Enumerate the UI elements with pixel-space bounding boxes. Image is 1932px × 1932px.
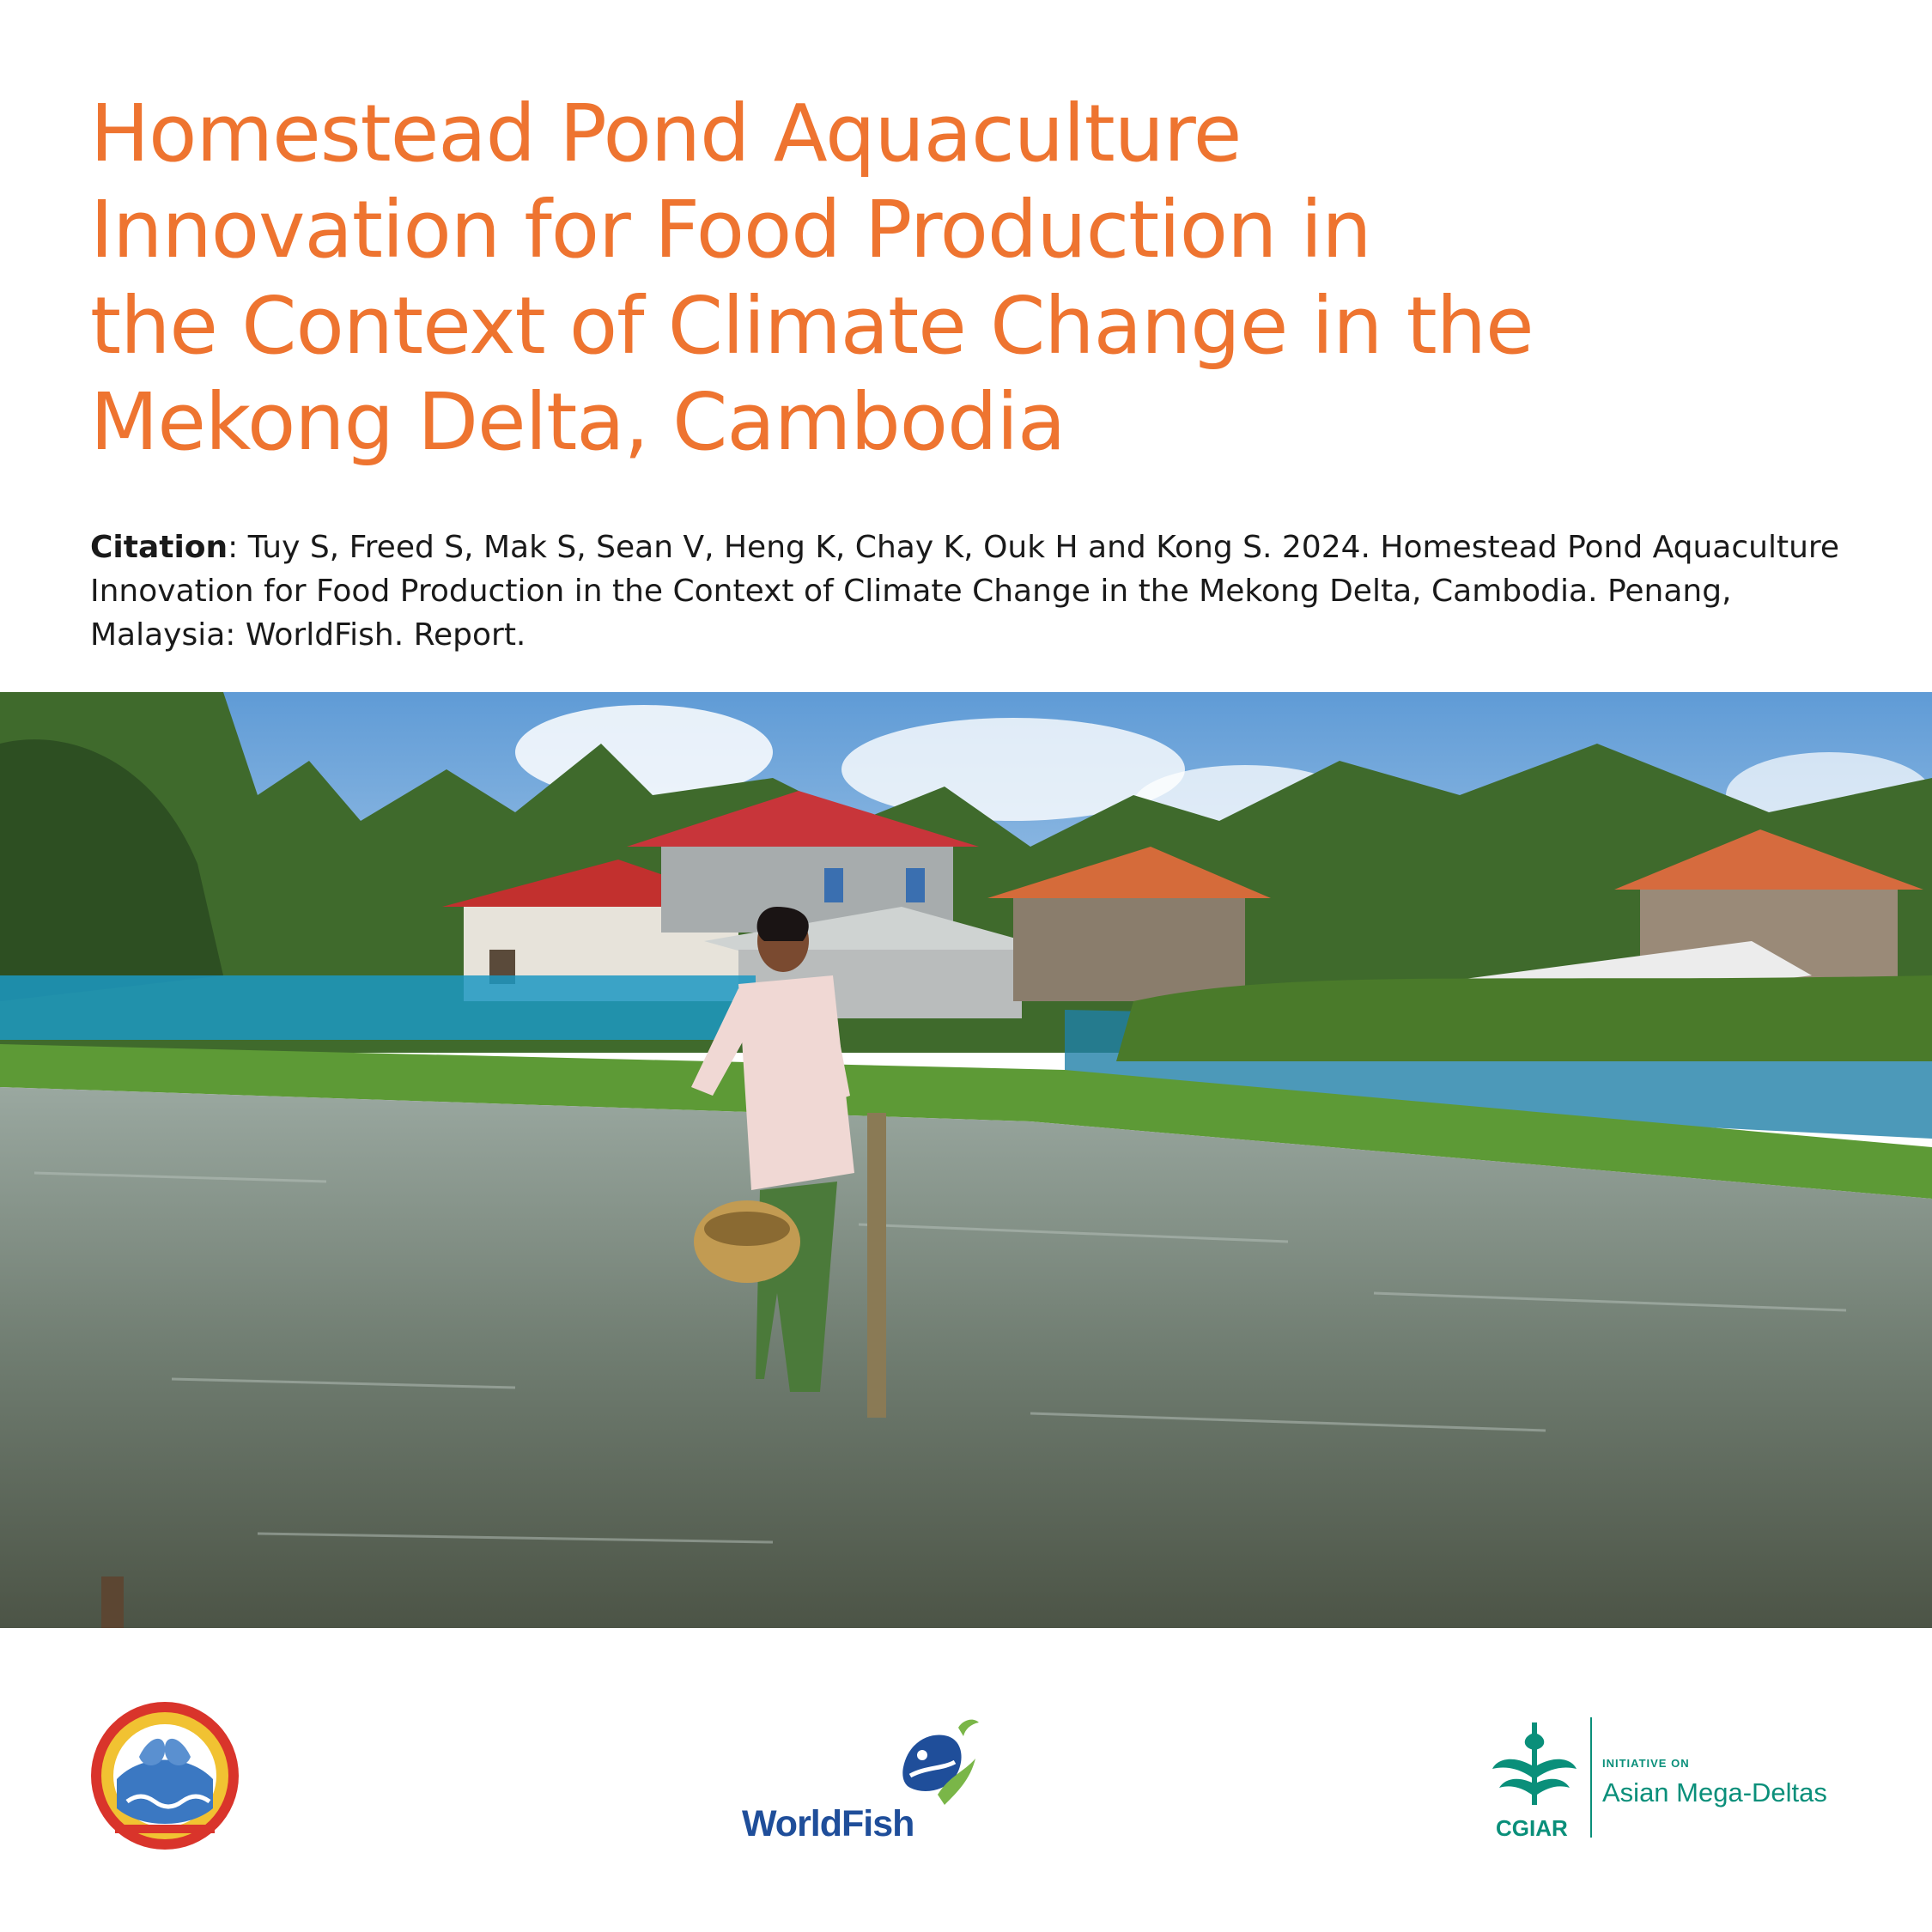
citation-label: Citation [90, 530, 228, 565]
cover-photo [0, 692, 1932, 1628]
initiative-name: Asian Mega-Deltas [1602, 1777, 1827, 1807]
report-title [90, 86, 1859, 471]
fish-icon [738, 1716, 987, 1810]
title-line-1: Homestead Pond Aquaculture [90, 88, 1242, 179]
title-line-4: Mekong Delta, Cambodia [90, 376, 1066, 468]
citation-text: : Tuy S, Freed S, Mak S, Sean V, Heng K, Chay K, Ouk H and Kong S. 2024. Homestead Pond Aquaculture Innovation for Food Production in the Context of Climate Change in the Mekong Delta, Cambodia. Penang, Malaysia: WorldFish. Report. [90, 530, 1840, 653]
title-line-2: Innovation for Food Production in [90, 184, 1371, 276]
partner-logos [0, 1700, 1932, 1855]
cgiar-wordmark: CGIAR [1496, 1815, 1568, 1841]
ministry-seal-icon [89, 1700, 240, 1851]
initiative-label: INITIATIVE ON [1602, 1757, 1690, 1770]
worldfish-wordmark: WorldFish [742, 1803, 914, 1844]
logo-divider [1590, 1717, 1592, 1838]
cgiar-logo [1487, 1716, 1848, 1844]
worldfish-logo [738, 1716, 987, 1844]
title-line-3: the Context of Climate Change in the [90, 280, 1534, 372]
citation [90, 526, 1876, 657]
wheat-icon [1487, 1716, 1582, 1810]
